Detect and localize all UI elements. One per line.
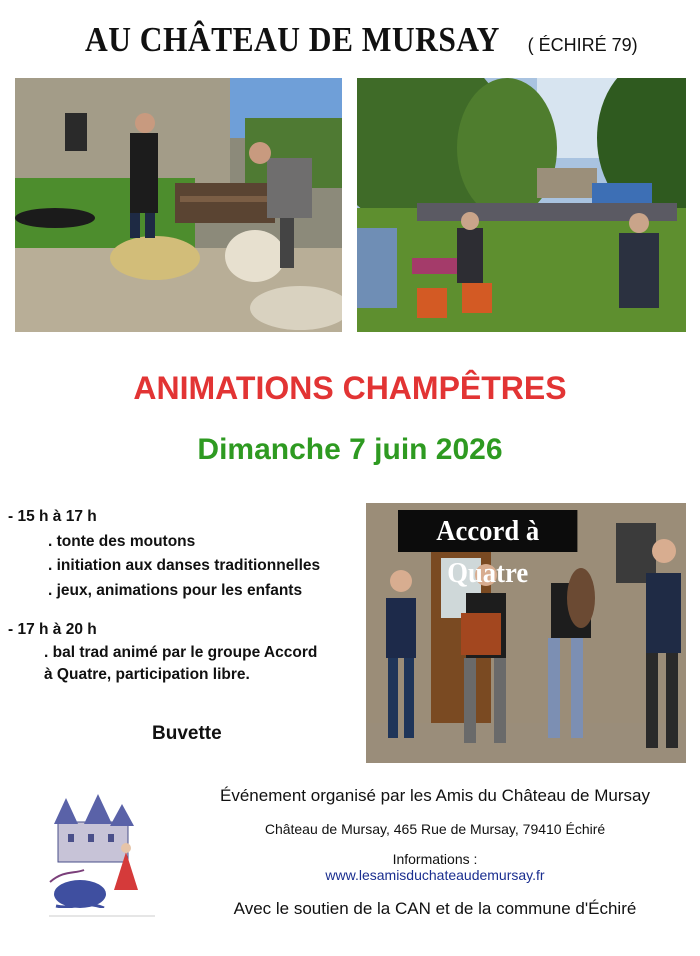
- address-text: Château de Mursay, 465 Rue de Mursay, 79410 Échiré: [264, 821, 606, 837]
- sheep-shearing-photo: [15, 78, 342, 332]
- buvette-label: Buvette: [152, 723, 222, 744]
- chateau-drawing: [44, 790, 160, 930]
- page-title: AU CHÂTEAU DE MURSAY: [85, 20, 501, 59]
- band-name: Accord à Quatre: [398, 510, 577, 552]
- website-link[interactable]: www.lesamisduchateaudemursay.fr: [325, 867, 545, 883]
- poster-header: [0, 20, 700, 60]
- schedule-item: à Quatre, participation libre.: [44, 666, 250, 683]
- support-text: Avec le soutien de la CAN et de la commune d'Échiré: [233, 899, 637, 918]
- event-title: ANIMATIONS CHAMPÊTRES: [133, 370, 567, 406]
- schedule-item: . tonte des moutons: [48, 533, 196, 550]
- crowd-park-photo: [357, 78, 686, 332]
- schedule-time-1: - 15 h à 17 h: [8, 508, 97, 525]
- schedule-item: . bal trad animé par le groupe Accord: [44, 644, 318, 661]
- organizer-text: Événement organisé par les Amis du Château de Mursay: [220, 786, 650, 805]
- event-date: Dimanche 7 juin 2026: [197, 433, 503, 466]
- location-label: ( ÉCHIRÉ 79): [527, 35, 638, 55]
- schedule-item: . initiation aux danses traditionnelles: [48, 557, 321, 574]
- schedule-item: . jeux, animations pour les enfants: [48, 582, 303, 599]
- schedule-time-2: - 17 h à 20 h: [8, 621, 97, 638]
- info-label: Informations :: [392, 851, 478, 867]
